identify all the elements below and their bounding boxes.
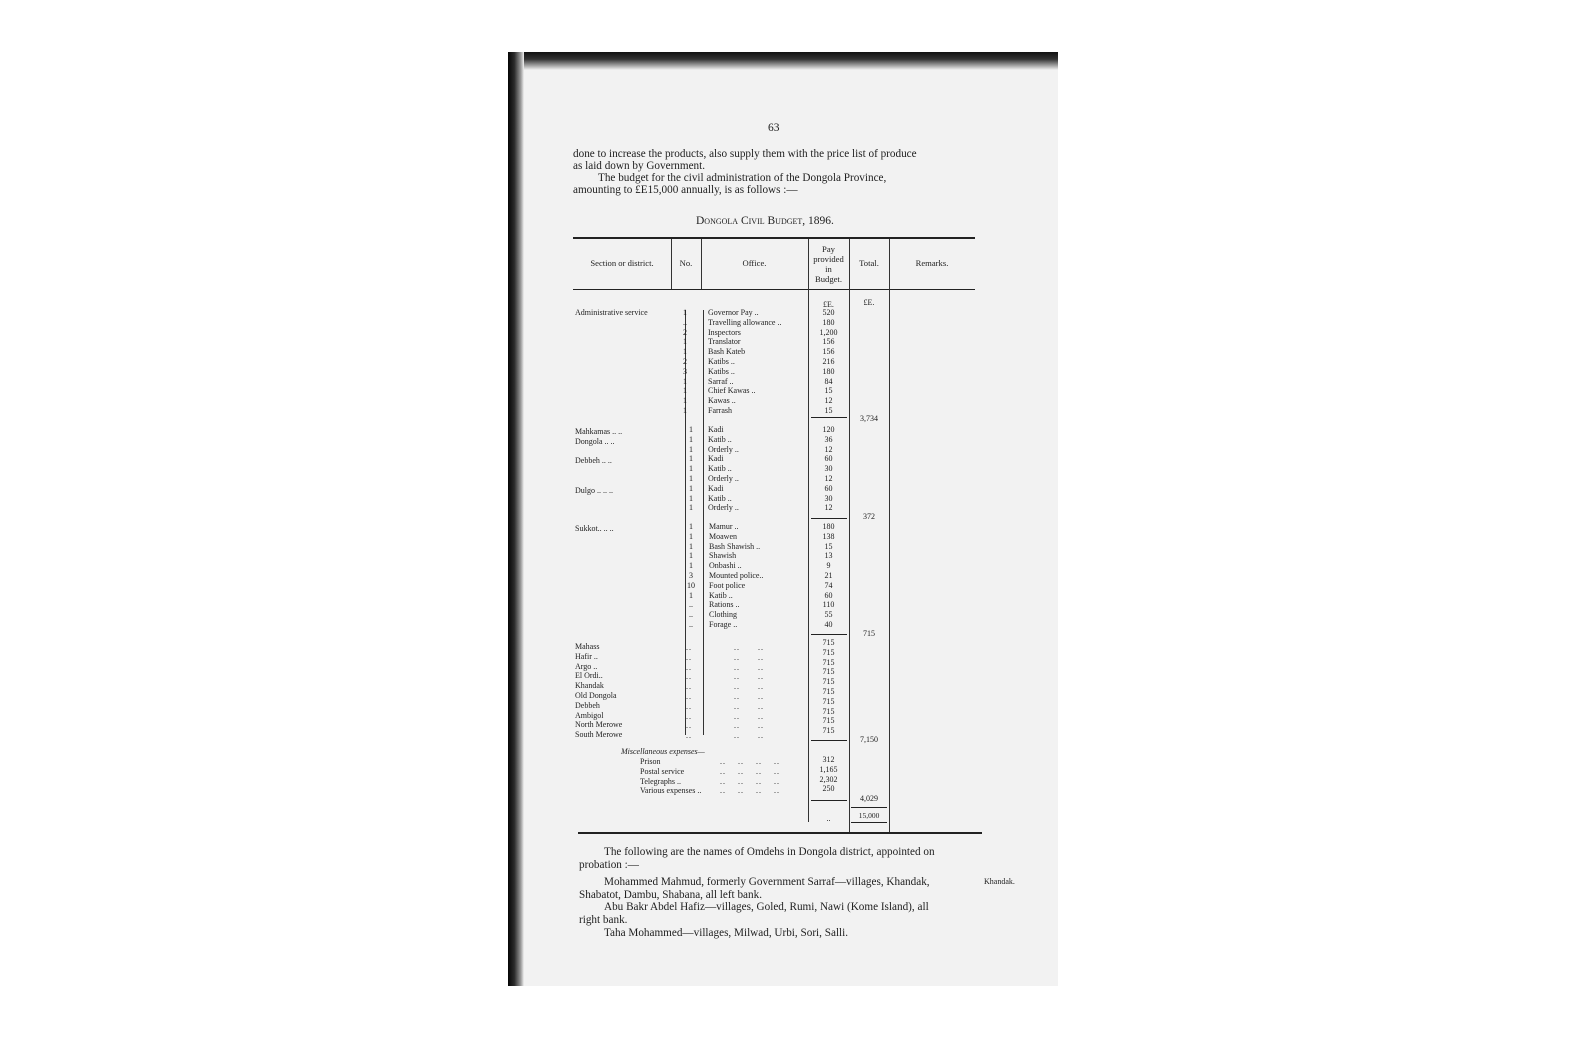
no-cell: 1 — [689, 522, 693, 531]
districts-name-column — [575, 642, 675, 740]
subtotal-rule — [811, 634, 847, 635]
office-cell: Foot police — [709, 580, 746, 590]
pay-cell: 156 — [822, 347, 835, 357]
pay-cell: 21 — [824, 570, 833, 580]
pay-cell: 110 — [822, 600, 835, 610]
page-top-shadow — [508, 52, 1058, 70]
district-cell: Mahass — [575, 642, 600, 651]
section-cell: Mahkamas .. .. — [575, 427, 623, 436]
table-top-rule — [573, 237, 975, 239]
districts-total: 7,150 — [860, 735, 878, 744]
office-cell: Orderly .. — [708, 503, 739, 513]
office-cell: Kadi — [708, 483, 724, 493]
district-cell: Debbeh — [575, 700, 600, 710]
no-cell: 1 — [689, 454, 693, 464]
table-title: Dongola Civil Budget, 1896. — [696, 215, 834, 227]
pay-cell: 30 — [824, 493, 833, 503]
district-cell: Argo .. — [575, 661, 598, 671]
office-cell: Onbashi .. — [709, 561, 742, 571]
misc-heading: Miscellaneous expenses— — [621, 747, 705, 756]
pay-cell: 13 — [824, 551, 833, 561]
pay-cell: 715 — [822, 716, 835, 726]
no-cell: .. — [689, 610, 693, 620]
pay-cell: 180 — [822, 366, 835, 376]
office-cell: Mamur .. — [709, 522, 739, 531]
district-filler-dots: .. .. .. .. .. .. .. .. .. .. — [686, 643, 692, 741]
pay-cell: 12 — [824, 444, 833, 454]
header-total: Total. — [859, 258, 879, 268]
pay-cell: 60 — [824, 590, 833, 600]
office-cell: Translator — [708, 337, 741, 347]
pay-cell: 120 — [822, 425, 835, 434]
office-cell: Bash Shawish .. — [709, 541, 761, 551]
pay-cell: 715 — [822, 657, 835, 667]
office-cell: Kawas .. — [708, 396, 736, 406]
misc-item: Prison — [640, 757, 661, 766]
margin-note: Khandak. — [984, 877, 1015, 886]
no-cell: 1 — [689, 425, 693, 434]
section-cell: Debbeh .. .. — [575, 456, 612, 466]
no-cell: 1 — [689, 434, 693, 444]
pay-unit: £E. — [823, 300, 834, 309]
section-cell: Dulgo .. .. .. — [575, 485, 613, 495]
office-cell: Katibs .. — [708, 366, 735, 376]
no-cell: 1 — [683, 386, 687, 396]
pay-cell: 15 — [824, 541, 833, 551]
office-cell: Inspectors — [708, 327, 741, 337]
omdehs-line-4: Shabatot, Dambu, Shabana, all left bank. — [579, 889, 762, 901]
pay-cell: 520 — [822, 308, 835, 317]
no-cell: 1 — [689, 483, 693, 493]
admin-total: 3,734 — [860, 414, 878, 423]
misc-item: Postal service — [640, 766, 685, 776]
no-cell: 1 — [689, 551, 693, 561]
pay-cell: 715 — [822, 706, 835, 716]
no-cell: 3 — [689, 570, 693, 580]
pay-cell: 180 — [822, 522, 835, 531]
no-cell: 10 — [687, 580, 695, 590]
no-cell: 1 — [683, 405, 687, 415]
admin-no-column — [678, 308, 692, 416]
pay-cell: 30 — [824, 464, 833, 474]
omdehs-line-2: probation :— — [579, 859, 639, 871]
misc-filler-dots: .. .. .. .. .. .. .. .. .. .. .. .. .. .. .. .. — [720, 757, 780, 796]
intro-line-4: amounting to £E15,000 annually, is as follows :— — [573, 184, 798, 196]
office-cell: Katib .. — [708, 493, 732, 503]
pay-cell: 312 — [822, 755, 835, 764]
no-cell: 1 — [689, 503, 693, 513]
office-cell: Orderly .. — [708, 444, 739, 454]
subtotal-rule — [811, 518, 847, 519]
section-sukkot: Sukkot.. .. .. — [575, 524, 614, 533]
office-cell: Farrash — [708, 405, 732, 415]
no-cell: .. — [683, 317, 687, 327]
intro-line-1: done to increase the products, also supply them with the price list of produce — [573, 148, 917, 160]
office-cell: Rations .. — [709, 600, 740, 610]
header-rule — [573, 289, 975, 290]
pay-cell: 715 — [822, 647, 835, 657]
district-filler-dots: .. .. .. .. .. .. .. .. .. .. .. .. .. .. .. .. .. .. .. .. — [734, 643, 764, 741]
district-cell: South Merowe — [575, 730, 623, 740]
section-cell — [575, 476, 675, 486]
section-cell: Dongola .. .. — [575, 436, 615, 446]
scanned-page — [508, 52, 1058, 986]
no-cell: 1 — [683, 308, 687, 317]
subtotal-rule — [811, 417, 847, 418]
office-cell: Clothing — [709, 610, 738, 620]
header-no: No. — [679, 258, 693, 268]
pay-cell: 138 — [822, 531, 835, 541]
office-cell: Katib .. — [709, 590, 733, 600]
district-cell: Old Dongola — [575, 690, 617, 700]
pay-cell: 12 — [824, 503, 833, 513]
no-cell: 1 — [689, 531, 693, 541]
grand-total-rule — [851, 807, 887, 808]
mahkamas-no-column — [684, 425, 698, 513]
section-cell — [575, 496, 675, 506]
no-cell: 2 — [683, 327, 687, 337]
header-section: Section or district. — [590, 258, 654, 268]
office-cell: Moawen — [709, 531, 737, 541]
pay-cell: 715 — [822, 677, 835, 687]
column-rule-office — [703, 310, 704, 735]
page-binding-shadow — [508, 52, 524, 986]
pay-cell: 715 — [822, 696, 835, 706]
table-bottom-rule — [578, 832, 982, 834]
omdehs-line-3: Mohammed Mahmud, formerly Government Sarraf—villages, Khandak, — [604, 876, 930, 888]
misc-total: 4,029 — [860, 794, 878, 803]
pay-cell: 715 — [822, 726, 835, 736]
column-rule-remarks — [889, 239, 890, 832]
office-cell: Chief Kawas .. — [708, 386, 756, 396]
pay-cell: 36 — [824, 434, 833, 444]
no-cell: 3 — [683, 366, 687, 376]
pay-cell: 1,200 — [819, 327, 838, 337]
pay-cell: 60 — [824, 454, 833, 464]
office-cell: Governor Pay .. — [708, 308, 759, 317]
districts-pay-column — [808, 638, 849, 736]
mahkamas-section-column — [575, 427, 675, 515]
admin-office-column — [708, 308, 808, 416]
no-cell: 1 — [689, 590, 693, 600]
grand-total-rule — [851, 822, 887, 823]
office-cell: Orderly .. — [708, 473, 739, 483]
no-cell: .. — [689, 619, 693, 629]
no-cell: 1 — [683, 396, 687, 406]
header-office: Office. — [742, 258, 767, 268]
pay-cell: 216 — [822, 356, 835, 366]
sukkot-pay-column — [808, 522, 849, 630]
grand-total: 15,000 — [858, 811, 880, 820]
pay-cell: 715 — [822, 667, 835, 677]
pay-cell: 60 — [824, 483, 833, 493]
section-cell — [575, 447, 675, 457]
section-cell — [575, 505, 675, 515]
pay-cell: 40 — [824, 619, 833, 629]
pay-cell: 9 — [826, 561, 831, 571]
misc-pay-column — [808, 755, 849, 794]
office-cell: Bash Kateb — [708, 347, 746, 357]
office-cell: Mounted police.. — [709, 570, 764, 580]
subtotal-rule — [811, 740, 847, 741]
office-cell: Sarraf .. — [708, 376, 734, 386]
office-cell: Forage .. — [709, 619, 738, 629]
pay-cell: 84 — [824, 376, 833, 386]
no-cell: 1 — [689, 561, 693, 571]
section-admin: Administrative service — [575, 308, 648, 317]
office-cell: Kadi — [708, 425, 724, 434]
office-cell: Shawish — [709, 551, 737, 561]
district-cell: Ambigol — [575, 710, 604, 720]
pay-cell: 180 — [822, 317, 835, 327]
no-cell: 1 — [689, 444, 693, 454]
pay-cell: 715 — [822, 638, 835, 647]
pay-cell: 1,165 — [819, 764, 838, 774]
mahkamas-office-column — [708, 425, 808, 513]
office-cell: Katibs .. — [708, 356, 735, 366]
omdehs-line-1: The following are the names of Omdehs in Dongola district, appointed on — [604, 846, 935, 858]
sukkot-no-column — [684, 522, 698, 630]
omdehs-line-6: right bank. — [579, 914, 628, 926]
intro-line-3: The budget for the civil administration of the Dongola Province, — [598, 172, 887, 184]
office-cell: Kadi — [708, 454, 724, 464]
page-number: 63 — [768, 122, 780, 134]
header-pay: Pay provided in Budget. — [813, 244, 844, 284]
subtotal-rule — [811, 800, 847, 801]
section-cell — [575, 466, 675, 476]
pay-cell: 12 — [824, 473, 833, 483]
no-cell: 1 — [689, 464, 693, 474]
pay-cell: 2,302 — [819, 774, 838, 784]
pay-cell: 715 — [822, 686, 835, 696]
no-cell: .. — [689, 600, 693, 610]
pay-cell: 250 — [822, 784, 835, 794]
misc-item: Various expenses .. — [640, 786, 702, 796]
sukkot-office-column — [709, 522, 809, 630]
misc-item: Telegraphs .. — [640, 776, 681, 786]
mahkamas-pay-column — [808, 425, 849, 513]
intro-line-2: as laid down by Government. — [573, 160, 706, 172]
pay-cell: 156 — [822, 337, 835, 347]
grand-total-pay: .. — [826, 814, 831, 823]
pay-cell: 12 — [824, 396, 833, 406]
district-cell: Hafir .. — [575, 651, 598, 661]
pay-cell: 55 — [824, 610, 833, 620]
no-cell: 2 — [683, 356, 687, 366]
no-cell: 1 — [683, 376, 687, 386]
no-cell: 1 — [683, 347, 687, 357]
sukkot-total: 715 — [863, 629, 875, 638]
pay-cell: 15 — [824, 405, 833, 415]
pay-cell: 74 — [824, 580, 833, 590]
district-cell: Khandak — [575, 681, 604, 691]
no-cell: 1 — [689, 541, 693, 551]
admin-pay-column — [808, 308, 849, 416]
mahkamas-total: 372 — [863, 512, 875, 521]
office-cell: Katib .. — [708, 434, 732, 444]
no-cell: 1 — [689, 493, 693, 503]
no-cell: 1 — [689, 473, 693, 483]
omdehs-line-7: Taha Mohammed—villages, Milwad, Urbi, Sori, Salli. — [604, 927, 849, 939]
district-cell: North Merowe — [575, 720, 623, 730]
district-cell: El Ordi.. — [575, 671, 603, 681]
total-unit: £E. — [863, 298, 875, 307]
no-cell: 1 — [683, 337, 687, 347]
office-cell: Katib .. — [708, 464, 732, 474]
omdehs-line-5: Abu Bakr Abdel Hafiz—villages, Goled, Rumi, Nawi (Kome Island), all — [604, 901, 929, 913]
header-remarks: Remarks. — [915, 258, 949, 268]
pay-cell: 15 — [824, 386, 833, 396]
office-cell: Travelling allowance .. — [708, 317, 782, 327]
